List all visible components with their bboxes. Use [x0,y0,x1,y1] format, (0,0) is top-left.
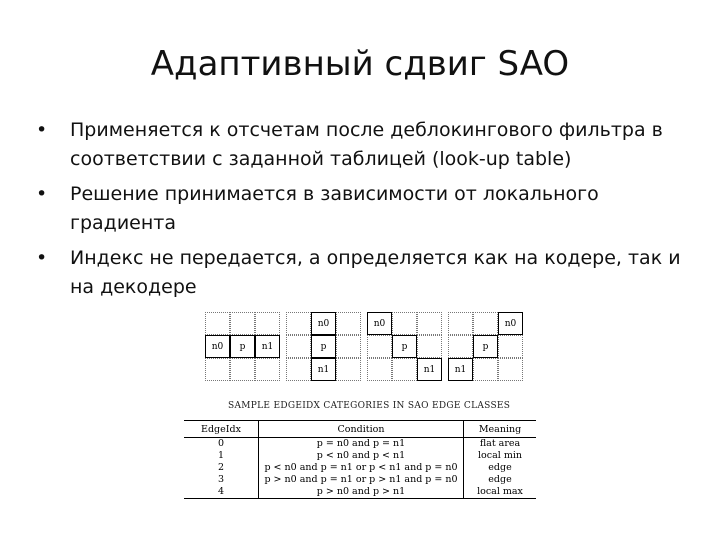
table-cell: 4 [184,486,259,499]
pattern-cell-n0: n0 [205,335,230,358]
pattern-cell-empty [392,312,417,335]
pattern-cell-empty [473,358,498,381]
pattern-cell-empty [336,335,361,358]
bullet-item [36,116,696,174]
bullet-dot: • [36,183,48,205]
bullet-dot: • [36,247,48,269]
table-row [184,486,536,499]
table-cell: 2 [184,462,259,474]
pattern-cell-p: p [473,335,498,358]
pattern-cell-n0: n0 [311,312,336,335]
table-cell: p > n0 and p > n1 [259,486,464,499]
table-row [184,450,536,462]
pattern-cell-empty [336,312,361,335]
table-cell: flat area [479,438,521,449]
pattern-cell-empty [417,312,442,335]
pattern-cell-p: p [230,335,255,358]
table-cell: local max [464,486,537,499]
table-cell: p < n0 and p = n1 or p < n1 and p = n0 [259,462,464,474]
bullet-text: Применяется к отсчетам после деблокингового фильтра в соответствии с заданной таблицей (look-up table) [70,119,663,170]
pattern-cell-empty [367,335,392,358]
table-row [184,462,536,474]
pattern-cell-n0: n0 [367,312,392,335]
bullet-item [36,244,696,302]
table-cell: p = n0 and p = n1 [259,438,464,451]
pattern-cell-empty [286,312,311,335]
pattern-cell-empty [448,335,473,358]
pattern-cell-empty [286,358,311,381]
pattern-cell-empty [255,312,280,335]
table-cell: edge [488,474,512,485]
table-cell: p < n0 and p < n1 [259,450,464,462]
table-cell: p > n0 and p = n1 or p > n1 and p = n0 [259,474,464,486]
pattern-cell-empty [473,312,498,335]
pattern-cell-p: p [392,335,417,358]
pattern-cell-empty [205,358,230,381]
table-cell: 0 [184,438,259,451]
pattern-cell-empty [286,335,311,358]
pattern-cell-empty [367,358,392,381]
table-cell: local min [478,450,522,461]
table-cell: edge [488,462,512,473]
pattern-cell-n1: n1 [448,358,473,381]
pattern-cell-n0: n0 [498,312,523,335]
pattern-cell-empty [205,312,230,335]
bullet-list [36,116,696,308]
edgeidx-table [184,420,536,499]
pattern-cell-empty [255,358,280,381]
bullet-item [36,180,696,238]
pattern-cell-empty [498,358,523,381]
pattern-cell-empty [417,335,442,358]
bullet-text: Решение принимается в зависимости от локального градиента [70,183,599,234]
bullet-dot: • [36,119,48,141]
table-row [184,438,536,451]
pattern-cell-empty [336,358,361,381]
table-body [184,438,536,499]
pattern-cell-empty [498,335,523,358]
pattern-cell-n1: n1 [311,358,336,381]
bullet-text: Индекс не передается, а определяется как на кодере, так и на декодере [70,247,681,298]
pattern-cell-p: p [311,335,336,358]
pattern-cell-empty [230,312,255,335]
pattern-cell-empty [230,358,255,381]
pattern-cell-n1: n1 [255,335,280,358]
table-caption: SAMPLE EDGEIDX CATEGORIES IN SAO EDGE CLASSES [228,401,511,411]
pattern-cell-n1: n1 [417,358,442,381]
column-header: Condition [259,421,464,438]
pattern-cell-empty [392,358,417,381]
table-cell: 3 [184,474,259,486]
column-header: EdgeIdx [184,421,259,438]
table-header-row [184,421,536,438]
pattern-cell-empty [448,312,473,335]
table-cell: 1 [184,450,259,462]
slide-title: Адаптивный сдвиг SAO [150,44,570,84]
table-row [184,474,536,486]
column-header: Meaning [464,421,537,438]
